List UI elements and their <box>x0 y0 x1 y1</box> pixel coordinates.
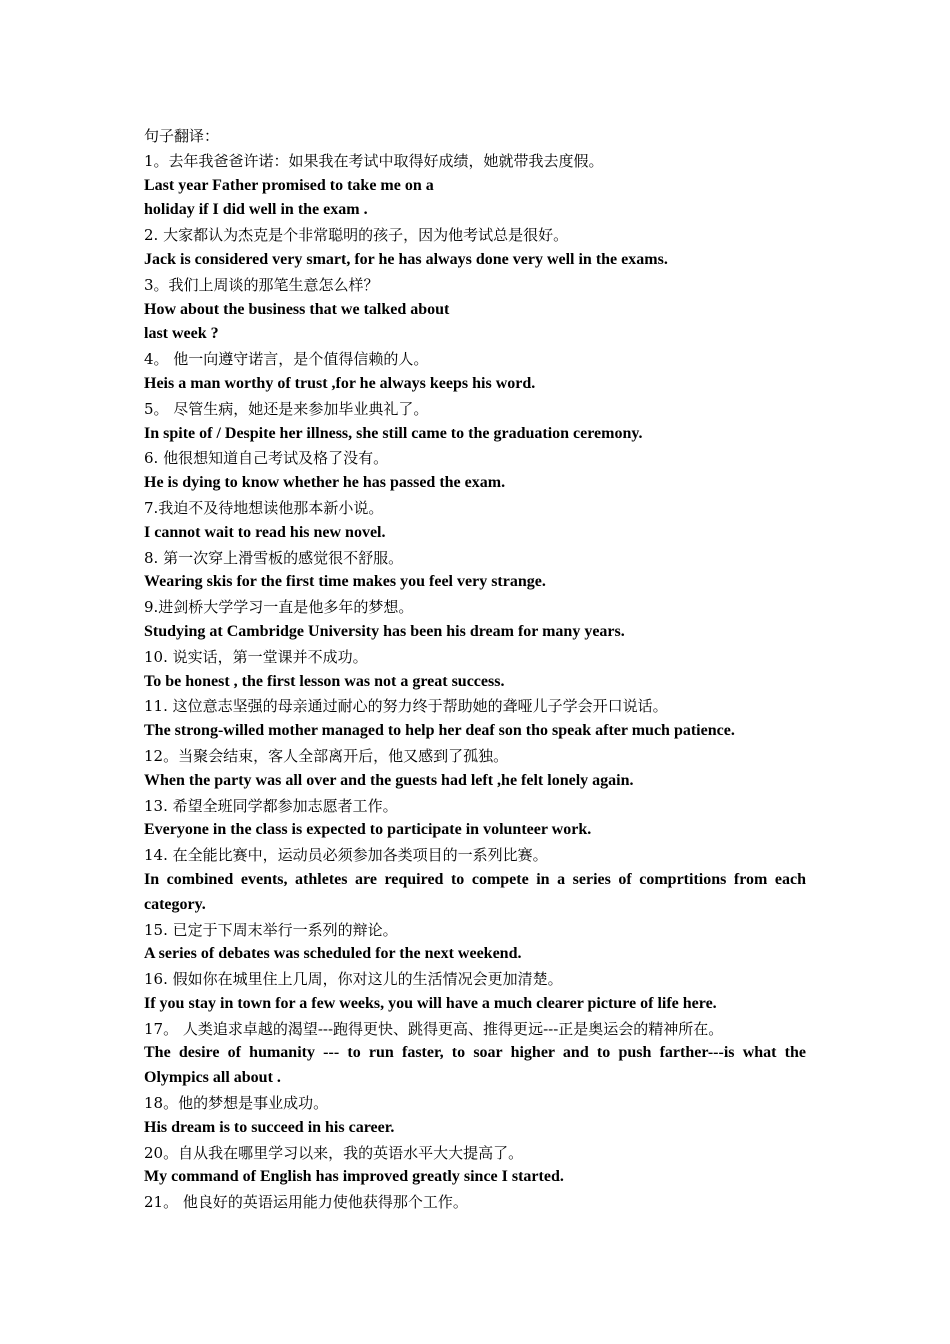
english-translation-9: Studying at Cambridge University has been his dream for many years. <box>144 622 625 640</box>
english-translation-10: To be honest , the first lesson was not a great success. <box>144 672 505 690</box>
chinese-sentence-15: 15. 已定于下周末举行一系列的辩论。 <box>144 920 398 939</box>
chinese-sentence-17: 17。 人类追求卓越的渴望---跑得更快、跳得更高、推得更远---正是奥运会的精神所在。 <box>144 1019 724 1038</box>
chinese-sentence-3: 3。我们上周谈的那笔生意怎么样？ <box>144 275 379 294</box>
english-translation-8: Wearing skis for the first time makes you feel very strange. <box>144 573 546 591</box>
chinese-sentence-21: 21。 他良好的英语运用能力使他获得那个工作。 <box>144 1193 468 1212</box>
english-translation-6: He is dying to know whether he has passed the exam. <box>144 474 506 492</box>
english-translation-13: Everyone in the class is expected to participate in volunteer work. <box>144 821 592 839</box>
chinese-sentence-18: 18。他的梦想是事业成功。 <box>144 1094 329 1113</box>
english-translation-16: If you stay in town for a few weeks, you will have a much clearer picture of life here. <box>144 994 717 1012</box>
english-translation-14: In combined events, athletes are required to compete in a series of comprtitions from each category. <box>144 870 806 913</box>
english-translation-2: Jack is considered very smart, for he has always done very well in the exams. <box>144 250 668 268</box>
chinese-sentence-10: 10. 说实话，第一堂课并不成功。 <box>144 647 368 666</box>
english-translation-4: Heis a man worthy of trust ,for he always keeps his word. <box>144 374 536 392</box>
chinese-sentence-11: 11. 这位意志坚强的母亲通过耐心的努力终于帮助她的聋哑儿子学会开口说话。 <box>144 697 668 716</box>
section-title: 句子翻译： <box>144 127 220 145</box>
chinese-sentence-20: 20。自从我在哪里学习以来，我的英语水平大大提高了。 <box>144 1143 524 1162</box>
document-page <box>144 124 806 1215</box>
english-translation-12: When the party was all over and the guests had left ,he felt lonely again. <box>144 771 634 789</box>
english-translation-1-line-2: holiday if I did well in the exam . <box>144 201 368 219</box>
chinese-sentence-6: 6. 他很想知道自己考试及格了没有。 <box>144 449 389 468</box>
english-translation-17: The desire of humanity --- to run faster, to soar higher and to push farther---is what the Olympics all about . <box>144 1044 806 1087</box>
chinese-sentence-14: 14. 在全能比赛中，运动员必须参加各类项目的一系列比赛。 <box>144 846 548 865</box>
english-translation-7: I cannot wait to read his new novel. <box>144 523 386 541</box>
chinese-sentence-9: 9.进剑桥大学学习一直是他多年的梦想。 <box>144 598 414 617</box>
english-translation-15: A series of debates was scheduled for the next weekend. <box>144 945 522 963</box>
chinese-sentence-8: 8. 第一次穿上滑雪板的感觉很不舒服。 <box>144 548 404 567</box>
chinese-sentence-1: 1。去年我爸爸许诺：如果我在考试中取得好成绩，她就带我去度假。 <box>144 151 604 170</box>
chinese-sentence-16: 16. 假如你在城里住上几周，你对这儿的生活情况会更加清楚。 <box>144 970 563 989</box>
english-translation-1-line-1: Last year Father promised to take me on a <box>144 176 434 194</box>
chinese-sentence-12: 12。当聚会结束，客人全部离开后，他又感到了孤独。 <box>144 746 509 765</box>
english-translation-11: The strong-willed mother managed to help her deaf son tho speak after much patience. <box>144 722 735 740</box>
chinese-sentence-5: 5。 尽管生病，她还是来参加毕业典礼了。 <box>144 399 429 418</box>
english-translation-18: His dream is to succeed in his career. <box>144 1118 395 1136</box>
chinese-sentence-4: 4。 他一向遵守诺言，是个值得信赖的人。 <box>144 350 429 369</box>
english-translation-20: My command of English has improved greatly since I started. <box>144 1168 564 1186</box>
english-translation-5: In spite of / Despite her illness, she still came to the graduation ceremony. <box>144 424 643 442</box>
english-translation-3-line-2: last week ? <box>144 325 219 343</box>
english-translation-3-line-1: How about the business that we talked about <box>144 300 450 318</box>
chinese-sentence-2: 2. 大家都认为杰克是个非常聪明的孩子，因为他考试总是很好。 <box>144 226 569 245</box>
chinese-sentence-7: 7.我迫不及待地想读他那本新小说。 <box>144 498 384 517</box>
chinese-sentence-13: 13. 希望全班同学都参加志愿者工作。 <box>144 796 398 815</box>
